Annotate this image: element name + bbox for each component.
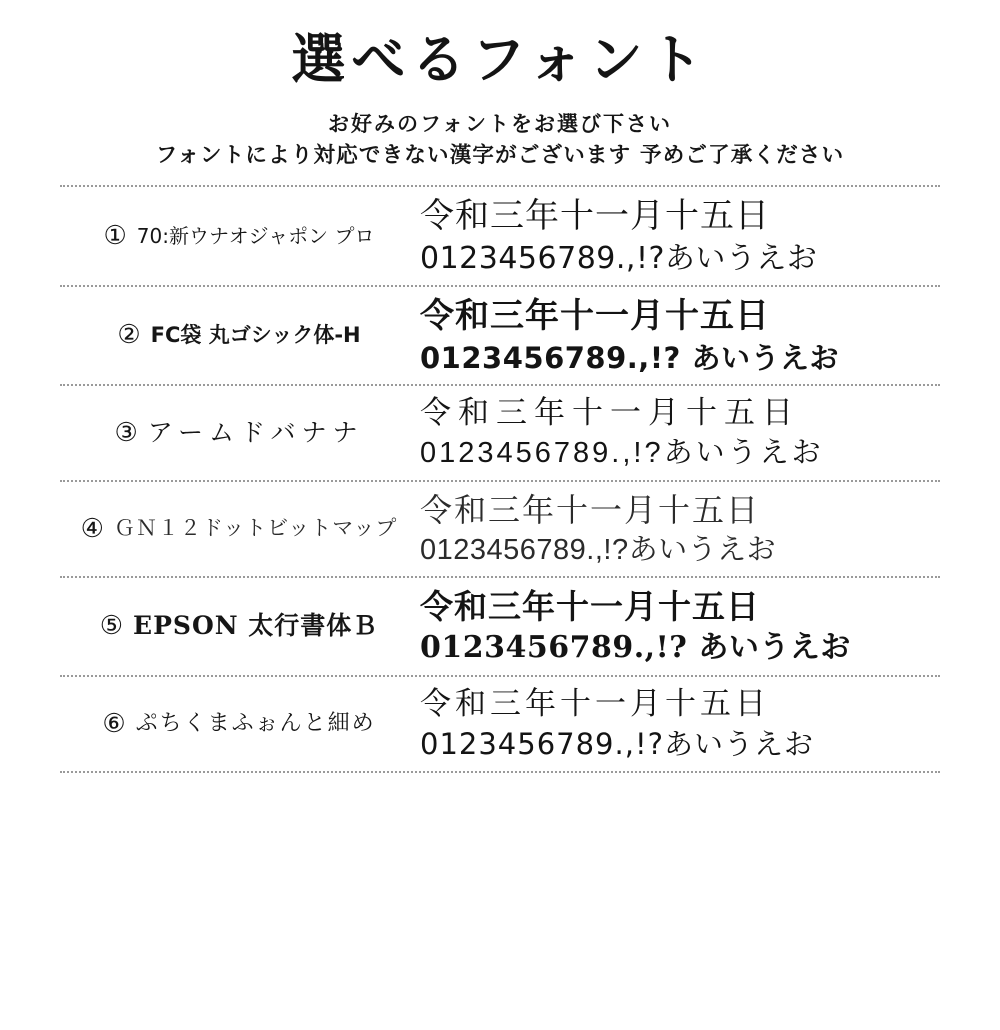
font-row-sample [410,195,940,277]
font-row-number: ③ [114,417,138,447]
sample-date-line: 令和三年十一月十五日 [420,491,761,528]
font-row-name: 70:新ウナオジャポン プロ [136,224,375,248]
font-row-name: FC袋 丸ゴシック体-H [150,322,361,347]
font-row-number: ② [117,320,141,350]
font-row[interactable] [60,386,940,482]
sample-glyph-line: 0123456789.,!?あいうえお [420,437,824,469]
sample-date-line: 令和三年十一月十五日 [420,395,800,431]
sample-date-line: 令和三年十一月十五日 [420,587,760,626]
font-row-label [60,322,410,348]
font-row-sample [410,295,940,376]
bottom-spacer [0,773,1000,803]
font-row-number: ④ [80,513,104,543]
font-row-label [60,611,410,641]
font-row-number: ⑤ [99,611,124,641]
font-row-name: アームドバナナ [147,418,364,447]
font-row[interactable] [60,578,940,677]
font-row-label [60,708,410,738]
font-row-label [60,418,410,448]
subtitle-block [0,109,1000,171]
font-row[interactable] [60,482,940,578]
sample-glyph-line: 0123456789.,!?あいうえお [420,727,814,761]
font-row-name: ぷちくまふぉんと細め [135,710,376,736]
font-row-number: ⑥ [102,708,126,738]
page-title: 選べるフォント [291,27,709,91]
subtitle-line-2: フォントにより対応できない漢字がございます 予めご了承ください [155,142,845,168]
font-row-sample [410,685,940,762]
font-row[interactable] [60,187,940,287]
sample-date-line: 令和三年十一月十五日 [420,296,770,336]
font-rows-list [60,187,940,773]
sample-glyph-line: 0123456789.,!?あいうえお [420,533,777,566]
font-row-name: EPSON 太行書体Ｂ [133,611,379,641]
font-row-sample [410,490,940,568]
font-sample-sheet [0,27,1000,1030]
font-row-label [60,223,410,249]
sample-date-line: 令和三年十一月十五日 [420,196,770,236]
font-row[interactable] [60,287,940,386]
font-row-number: ① [103,221,127,250]
font-row[interactable] [60,677,940,773]
sample-glyph-line: 0123456789.,!? あいうえお [420,340,839,375]
subtitle-line-1: お好みのフォントをお選び下さい [328,111,672,137]
sample-glyph-line: 0123456789.,!?あいうえお [420,240,818,276]
font-row-label [60,513,410,543]
sample-date-line: 令和三年十一月十五日 [420,686,770,723]
sample-glyph-line: 0123456789.,!? あいうえお [420,630,851,666]
font-row-sample [410,394,940,471]
font-row-name: ＧＮ１２ドットビットマップ [113,517,398,541]
font-row-sample [410,586,940,667]
